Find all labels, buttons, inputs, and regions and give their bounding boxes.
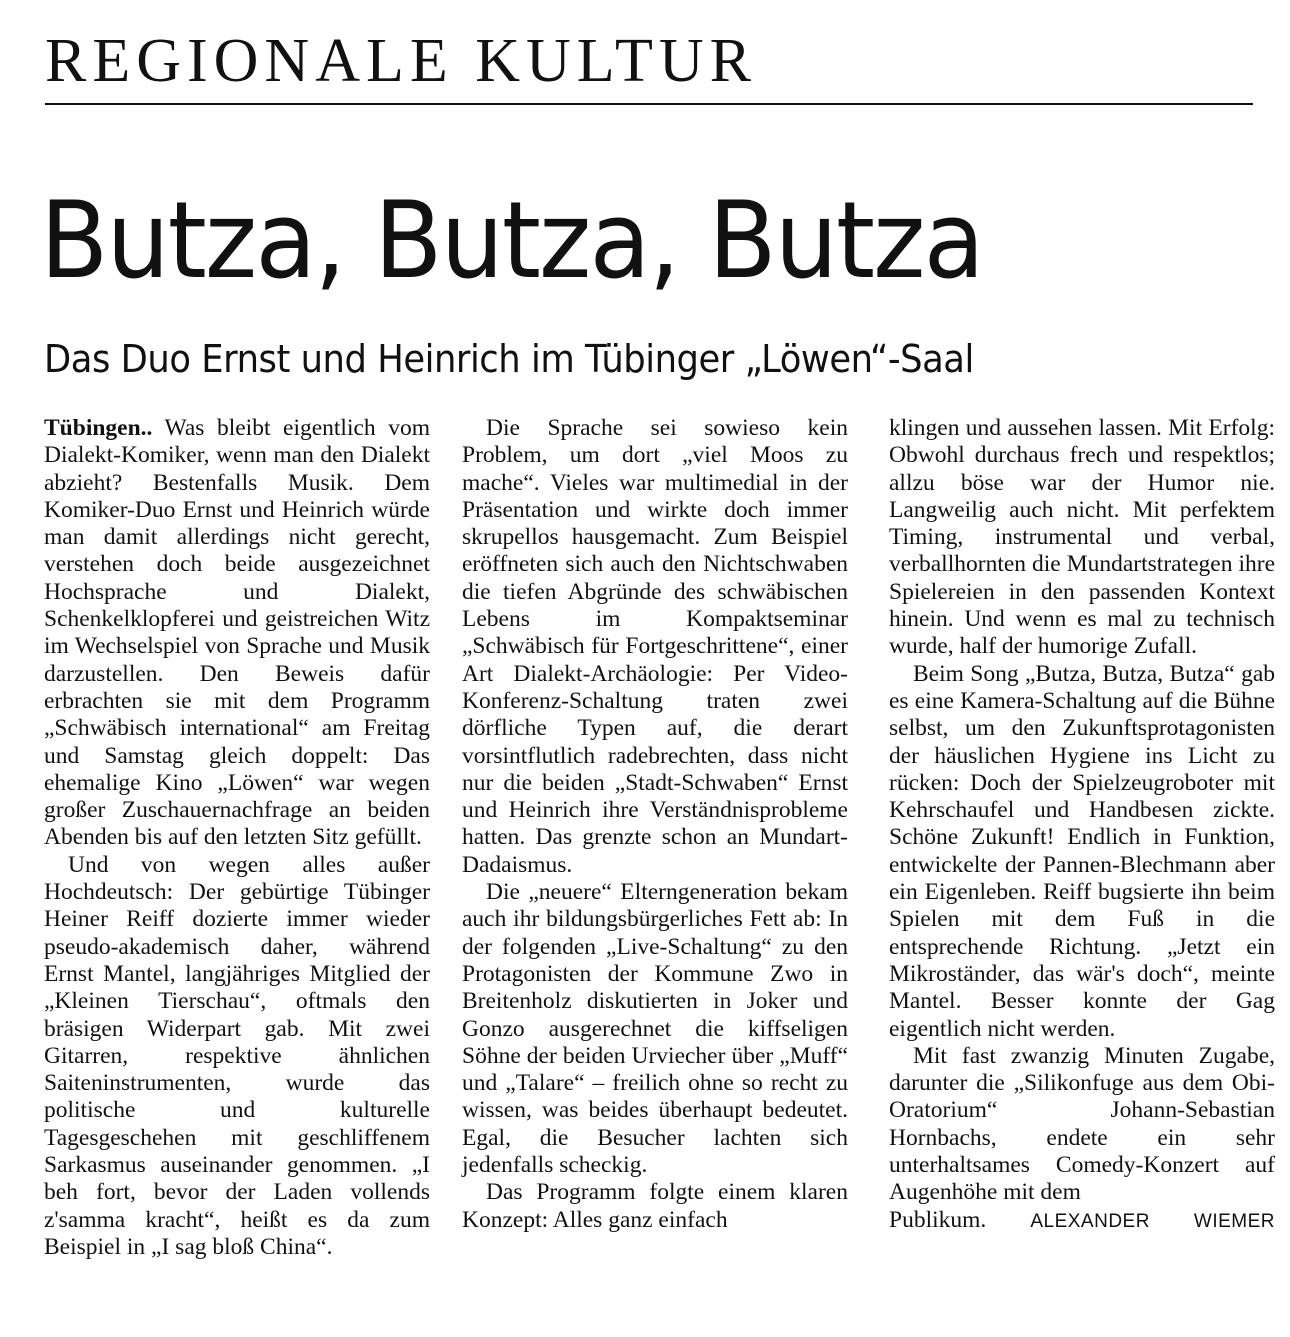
paragraph-3: Die Sprache sei sowieso kein Problem, um dort „viel Moos zu mache“. Vieles war multimedial in der Präsentation und wirkte doch immer skrupellos hausgemacht. Zum Beispiel eröffneten sich auch den Nichtschwaben die tiefen Abgründe des schwäbischen Lebens im Kompaktseminar „Schwäbisch für Fortgeschrittene“, einer Art Dialekt-Archäologie: Per Video-Konferenz-Schaltung traten zwei dörfliche Typen auf, die derart vorsintflutlich radebrechten, dass nicht nur die beiden „Stadt-Schwaben“ Ernst und Heinrich ihre Verständnisprobleme hatten. Das grenzte schon an Mundart-Dadaismus. — [462, 415, 848, 878]
paragraph-8: Mit fast zwanzig Minuten Zugabe, darunter die „Silikonfuge aus dem Obi-Oratorium“ Johann-Sebastian Hornbachs, endete ein sehr unterhaltsames Comedy-Konzert auf Augenhöhe mit dem — [889, 1042, 1275, 1206]
paragraph-5: Das Programm folgte einem klaren Konzept: Alles ganz einfach — [462, 1179, 848, 1233]
paragraph-1 — [44, 415, 430, 852]
author-byline: ALEXANDER WIEMER — [1030, 1210, 1275, 1232]
paragraph-6: klingen und aussehen lassen. Mit Erfolg: Obwohl durchaus frech und respektlos; allzu böse war der Humor nie. Langweilig auch nicht. Mit perfektem Timing, instrumental und verbal, verballhornten die Mundartstrategen ihre Spielereien in den passenden Kontext hinein. Und wenn es mal zu technisch wurde, half der humorige Zufall. — [889, 415, 1275, 660]
section-title: REGIONALE KULTUR — [45, 27, 757, 95]
article-column-1 — [44, 415, 430, 1261]
paragraph-1-text: Was bleibt eigentlich vom Dialekt-Komiker, wenn man den Dialekt abzieht? Bestenfalls Musik. Dem Komiker-Duo Ernst und Heinrich würde man damit allerdings nicht gerecht, verstehen doch beide ausgezeichnet Hochsprache und Dialekt, Schenkelklopferei und geistreichen Witz im Wechselspiel von Sprache und Musik darzustellen. Den Beweis dafür erbrachten sie mit dem Programm „Schwäbisch international“ am Freitag und Samstag gleich doppelt: Das ehemalige Kino „Löwen“ war wegen großer Zuschauernachfrage an beiden Abenden bis auf den letzten Sitz gefüllt. — [44, 415, 430, 851]
article-column-3 — [889, 415, 1275, 1235]
paragraph-8-end: Publikum. — [889, 1206, 987, 1233]
headline: Butza, Butza, Butza — [40, 179, 983, 302]
article-column-2 — [462, 415, 848, 1234]
subheadline: Das Duo Ernst und Heinrich im Tübinger „Löwen“-Saal — [44, 337, 974, 381]
section-rule — [45, 103, 1253, 105]
paragraph-4: Die „neuere“ Elterngeneration bekam auch ihr bildungsbürgerliches Fett ab: In der folgenden „Live-Schaltung“ zu den Protagonisten der Kommune Zwo in Breitenholz diskutierten in Joker und Gonzo ausgerechnet die kiffseligen Söhne der beiden Urviecher über „Muff“ und „Talare“ – freilich ohne so recht zu wissen, was beides überhaupt bedeutet. Egal, die Besucher lachten sich jedenfalls scheckig. — [462, 879, 848, 1179]
paragraph-7: Beim Song „Butza, Butza, Butza“ gab es eine Kamera-Schaltung auf die Bühne selbst, um den Zukunftsprotagonisten der häuslichen Hygiene ins Licht zu rücken: Doch der Spielzeugroboter mit Kehrschaufel und Handbesen zickte. Schöne Zukunft! Endlich in Funktion, entwickelte der Pannen-Blechmann aber ein Eigenleben. Reiff bugsierte ihn beim Spielen mit dem Fuß in die entsprechende Richtung. „Jetzt ein Mikroständer, das wär's doch“, meinte Mantel. Besser konnte der Gag eigentlich nicht werden. — [889, 660, 1275, 1042]
paragraph-2: Und von wegen alles außer Hochdeutsch: Der gebürtige Tübinger Heiner Reiff dozierte immer wieder pseudo-akademisch daher, während Ernst Mantel, langjähriges Mitglied der „Kleinen Tierschau“, oftmals den bräsigen Widerpart gab. Mit zwei Gitarren, respektive ähnlichen Saiteninstrumenten, wurde das politische und kulturelle Tagesgeschehen mit geschliffenem Sarkasmus auseinander genommen. „I beh fort, bevor der Laden vollends z'samma kracht“, heißt es da zum Beispiel in „I sag bloß China“. — [44, 851, 430, 1260]
dateline: Tübingen.. — [44, 415, 153, 441]
byline-line — [889, 1207, 1275, 1235]
